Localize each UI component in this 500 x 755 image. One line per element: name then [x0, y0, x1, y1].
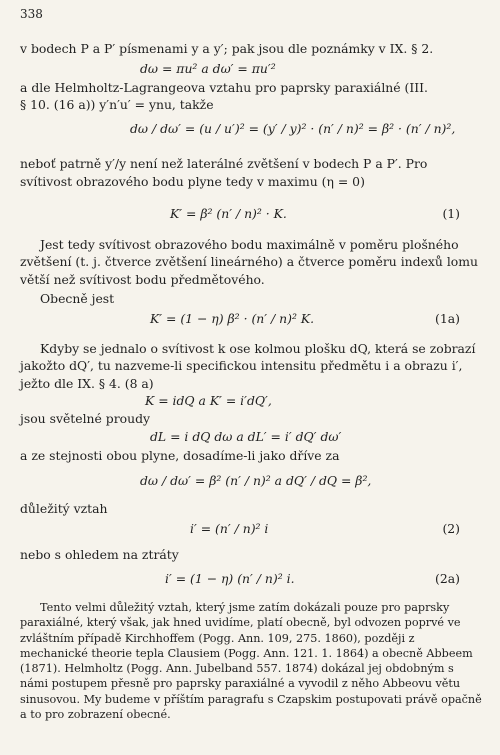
equation-luminous-intensity — [145, 392, 272, 409]
paragraph-helmholtz-line2: § 10. (16 a)) y′n′u′ = ynu, takže — [20, 97, 214, 112]
equation-2 — [190, 520, 480, 537]
paragraph-relation-label: důležitý vztah — [20, 501, 108, 516]
paragraph-general-label: Obecně jest — [40, 291, 115, 306]
equation-1 — [170, 205, 480, 222]
equation-fluxes — [150, 428, 341, 445]
equation-1a — [150, 310, 480, 327]
equation-text: i′ = (1 − η) (n′ / n)² i. — [165, 571, 295, 586]
equation-solid-angles — [140, 60, 276, 77]
paragraph-losses-label: nebo s ohledem na ztráty — [20, 547, 179, 562]
equation-substitution — [140, 472, 371, 489]
equation-text: K = idQ a K′ = i′dQ′, — [145, 393, 272, 408]
equation-text: dω / dω′ = (u / u′)² = (y′ / y)² · (n′ / n)² = β² · (n′ / n)², — [130, 121, 456, 136]
paragraph-fluxes-label: jsou světelné proudy — [20, 411, 151, 426]
equation-number: (2) — [442, 521, 460, 536]
equation-text: K′ = (1 − η) β² · (n′ / n)² K. — [150, 311, 315, 326]
equation-text: dω = πu² a dω′ = πu′² — [140, 61, 276, 76]
paragraph-history: Tento velmi důležitý vztah, který jsme zatím dokázali pouze pro paprsky paraxiálné, který však, jak hned uvidíme, platí obecně, byl odvozen poprvé ve zvláštním případě Kirchhoffem (Pogg. Ann. 109, 275. 1860), později z mechanické theorie tepla Clausiem (Pogg. Ann. 121. 1. 1864) a obecně Abbeem (1871). Helmholtz (Pogg. Ann. Jubelband 557. 1874) dokázal jej obdobným s námi postupem přesně pro paprsky paraxiálné a vyvodil z něho Abbeovu větu sinusovou. My budeme v příštím paragrafu s Czapskim postupovati právě opačně a to pro zobrazení obecné. — [20, 601, 482, 722]
paragraph-substitution: a ze stejnosti obou plyne, dosadíme-li jako dříve za — [20, 448, 340, 463]
equation-text: K′ = β² (n′ / n)² · K. — [170, 206, 287, 221]
paragraph-lateral-line2: svítivost obrazového bodu plyne tedy v maximu (η = 0) — [20, 174, 365, 189]
equation-number: (1a) — [435, 311, 460, 326]
equation-number: (1) — [442, 206, 460, 221]
equation-text: i′ = (n′ / n)² i — [190, 521, 269, 536]
paragraph-intro: v bodech P a P′ písmenami y a y′; pak jsou dle poznámky v IX. § 2. — [20, 41, 434, 56]
paragraph-helmholtz-line1: a dle Helmholtz-Lagrangeova vztahu pro paprsky paraxiálné (III. — [20, 80, 428, 95]
equation-2a — [165, 570, 480, 587]
equation-text: dL = i dQ dω a dL′ = i′ dQ′ dω′ — [150, 429, 342, 444]
equation-text: dω / dω′ = β² (n′ / n)² a dQ′ / dQ = β², — [140, 473, 372, 488]
paragraph-conclusion: Jest tedy svítivost obrazového bodu maximálně v poměru plošného zvětšení (t. j. čtverce zvětšení lineárného) a čtverce poměru indexů lomu větší než svítivost bodu předmětového. — [20, 237, 478, 287]
paragraph-lateral-line1: neboť patrně y′/y není než laterálné zvětšení v bodech P a P′. Pro — [20, 156, 428, 171]
page-number: 338 — [20, 7, 43, 21]
equation-ratio — [130, 120, 455, 137]
paragraph-specific-intensity: Kdyby se jednalo o svítivost k ose kolmou plošku dQ, která se zobrazí jakožto dQ′, tu nazveme-li specifickou intensitu předmětu i a obrazu i′, ježto dle IX. § 4. (8 a) — [20, 341, 476, 391]
equation-number: (2a) — [435, 571, 460, 586]
